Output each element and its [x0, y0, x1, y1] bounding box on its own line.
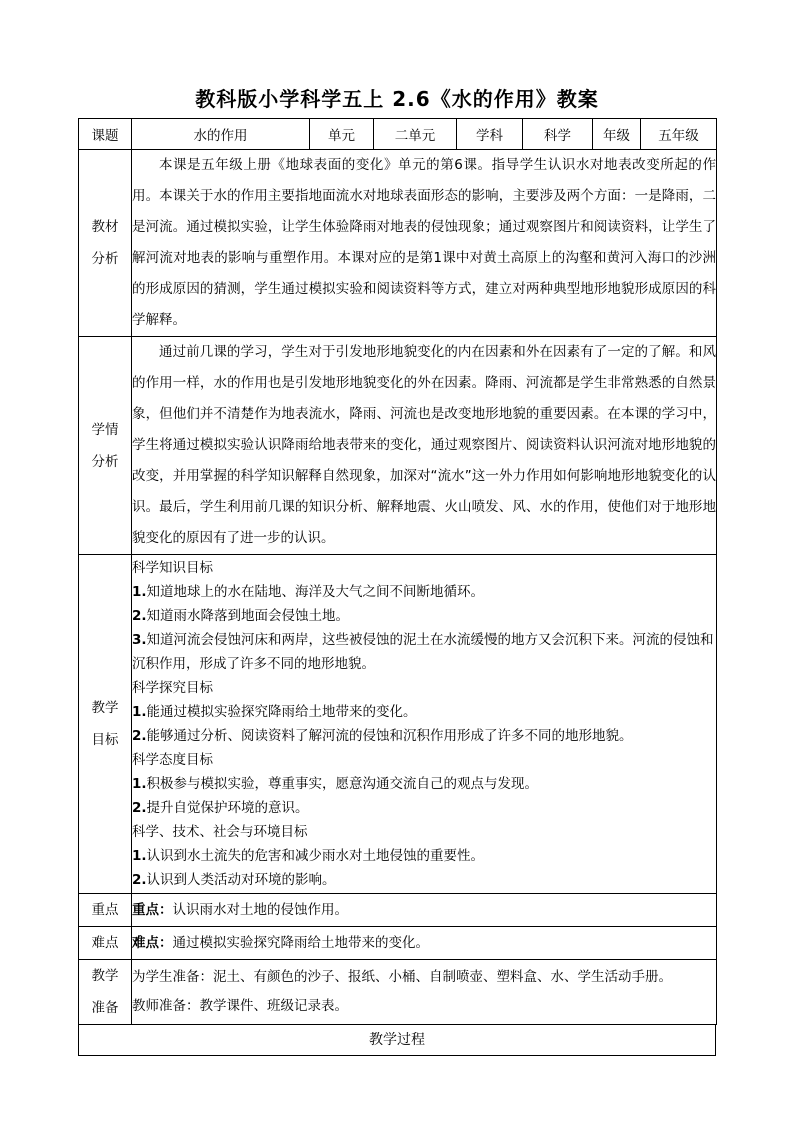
- unit-label: 单元: [310, 119, 374, 150]
- material-analysis-label: [79, 150, 132, 337]
- difficulty-content: [132, 927, 717, 960]
- goal-item-text: 知道河流会侵蚀河床和两岸，这些被侵蚀的泥土在水流缓慢的地方又会沉积下来。河流的侵蚀和沉积作用，形成了许多不同的地形地貌。: [132, 632, 714, 672]
- goal-item-number: 2.: [132, 800, 147, 816]
- goal-item-number: 1.: [132, 848, 147, 864]
- subject-label: 学科: [457, 119, 523, 150]
- teaching-process-header: 教学过程: [78, 1025, 716, 1056]
- key-point-label: 重点: [79, 894, 132, 927]
- goal-item: [132, 724, 716, 748]
- goal-section-heading: 科学、技术、社会与环境目标: [132, 824, 308, 840]
- material-analysis-text: 本课是五年级上册《地球表面的变化》单元的第6课。指导学生认识水对地表改变所起的作用。本课关于水的作用主要指地面流水对地球表面形态的影响，主要涉及两个方面：一是降雨，二是河流。通过模拟实验，让学生体验降雨对地表的侵蚀现象；通过观察图片和阅读资料，让学生了解河流对地表的影响与重塑作用。本课对应的是第1课中对黄土高原上的沟壑和黄河入海口的沙洲的形成原因的猜测，学生通过模拟实验和阅读资料等方式，建立对两种典型地形地貌形成原因的科学解释。: [132, 150, 717, 337]
- goal-item-text: 认识到人类活动对环境的影响。: [146, 872, 336, 888]
- goals-label-line1: 教学: [91, 700, 119, 716]
- goal-item: [132, 796, 716, 820]
- students-label-line2: 分析: [91, 453, 119, 470]
- difficulty-label: 难点: [79, 927, 132, 960]
- grade-label: 年级: [593, 119, 641, 150]
- key-point-text: 认识雨水对土地的侵蚀作用。: [172, 902, 348, 918]
- material-label-line2: 分析: [91, 251, 119, 267]
- goal-item-text: 能通过模拟实验探究降雨给土地带来的变化。: [146, 704, 417, 720]
- difficulty-prefix: 难点：: [132, 935, 173, 951]
- goal-item: [132, 580, 716, 604]
- prep-label-line2: 准备: [91, 1000, 119, 1016]
- teacher-preparation: 教师准备：教学课件、班级记录表。: [132, 998, 348, 1014]
- difficulty-text: 通过模拟实验探究降雨给土地带来的变化。: [172, 935, 429, 951]
- students-label-line1: 学情: [91, 421, 119, 438]
- student-analysis-label: [79, 337, 132, 555]
- goal-section-heading: 科学探究目标: [132, 680, 213, 696]
- goal-item-number: 1.: [132, 584, 147, 600]
- document-title: 教科版小学科学五上 2.6《水的作用》教案: [195, 87, 599, 111]
- goal-item: [132, 868, 716, 892]
- lesson-plan-sheet: [78, 118, 716, 1056]
- material-analysis-row: [79, 150, 717, 337]
- goals-label-line2: 目标: [91, 732, 119, 748]
- goal-item-number: 2.: [132, 608, 147, 624]
- goal-item-number: 2.: [132, 872, 147, 888]
- preparation-content: [132, 960, 717, 1025]
- goal-item-number: 1.: [132, 776, 147, 792]
- goal-item-text: 知道地球上的水在陆地、海洋及大气之间不间断地循环。: [146, 584, 485, 600]
- goal-item-number: 2.: [132, 728, 147, 744]
- goal-item: [132, 844, 716, 868]
- lesson-plan-table: [78, 118, 717, 1025]
- material-label-line1: 教材: [91, 219, 119, 235]
- preparation-label: [79, 960, 132, 1025]
- student-analysis-row: [79, 337, 717, 555]
- goals-list: [132, 556, 716, 892]
- goal-item-text: 能够通过分析、阅读资料了解河流的侵蚀和沉积作用形成了许多不同的地形地貌。: [146, 728, 633, 744]
- goal-item: [132, 628, 716, 676]
- goal-item-text: 积极参与模拟实验，尊重事实，愿意沟通交流自己的观点与发现。: [146, 776, 539, 792]
- key-point-prefix: 重点：: [132, 902, 173, 918]
- difficulty-row: [79, 927, 717, 960]
- key-point-row: [79, 894, 717, 927]
- key-point-content: [132, 894, 717, 927]
- preparation-row: [79, 960, 717, 1025]
- teaching-goals-row: [79, 555, 717, 894]
- goal-section-heading: 科学态度目标: [132, 752, 213, 768]
- header-row: [79, 119, 717, 150]
- grade-value: 五年级: [641, 119, 717, 150]
- goal-item: [132, 772, 716, 796]
- goal-section-heading: 科学知识目标: [132, 560, 213, 576]
- goal-item-number: 3.: [132, 632, 147, 648]
- lesson-label: 课题: [79, 119, 132, 150]
- goal-item-text: 知道雨水降落到地面会侵蚀土地。: [146, 608, 350, 624]
- lesson-value: 水的作用: [132, 119, 310, 150]
- goal-item-text: 提升自觉保护环境的意识。: [146, 800, 309, 816]
- goal-item: [132, 700, 716, 724]
- goal-item-number: 1.: [132, 704, 147, 720]
- teaching-goals-content: [132, 555, 717, 894]
- student-preparation: 为学生准备：泥土、有颜色的沙子、报纸、小桶、自制喷壶、塑料盒、水、学生活动手册。: [132, 969, 672, 985]
- goal-item: [132, 604, 716, 628]
- subject-value: 科学: [523, 119, 593, 150]
- prep-label-line1: 教学: [91, 968, 119, 984]
- student-analysis-text: 通过前几课的学习，学生对于引发地形地貌变化的内在因素和外在因素有了一定的了解。和风的作用一样，水的作用也是引发地形地貌变化的外在因素。降雨、河流都是学生非常熟悉的自然景象，但他们并不清楚作为地表流水，降雨、河流也是改变地形地貌的重要因素。在本课的学习中，学生将通过模拟实验认识降雨给地表带来的变化，通过观察图片、阅读资料认识河流对地形地貌的改变，并用掌握的科学知识解释自然现象，加深对“流水”这一外力作用如何影响地形地貌变化的认识。最后，学生利用前几课的知识分析、解释地震、火山喷发、风、水的作用，使他们对于地形地貌变化的原因有了进一步的认识。: [132, 337, 717, 555]
- unit-value: 二单元: [374, 119, 457, 150]
- teaching-goals-label: [79, 555, 132, 894]
- goal-item-text: 认识到水土流失的危害和减少雨水对土地侵蚀的重要性。: [146, 848, 485, 864]
